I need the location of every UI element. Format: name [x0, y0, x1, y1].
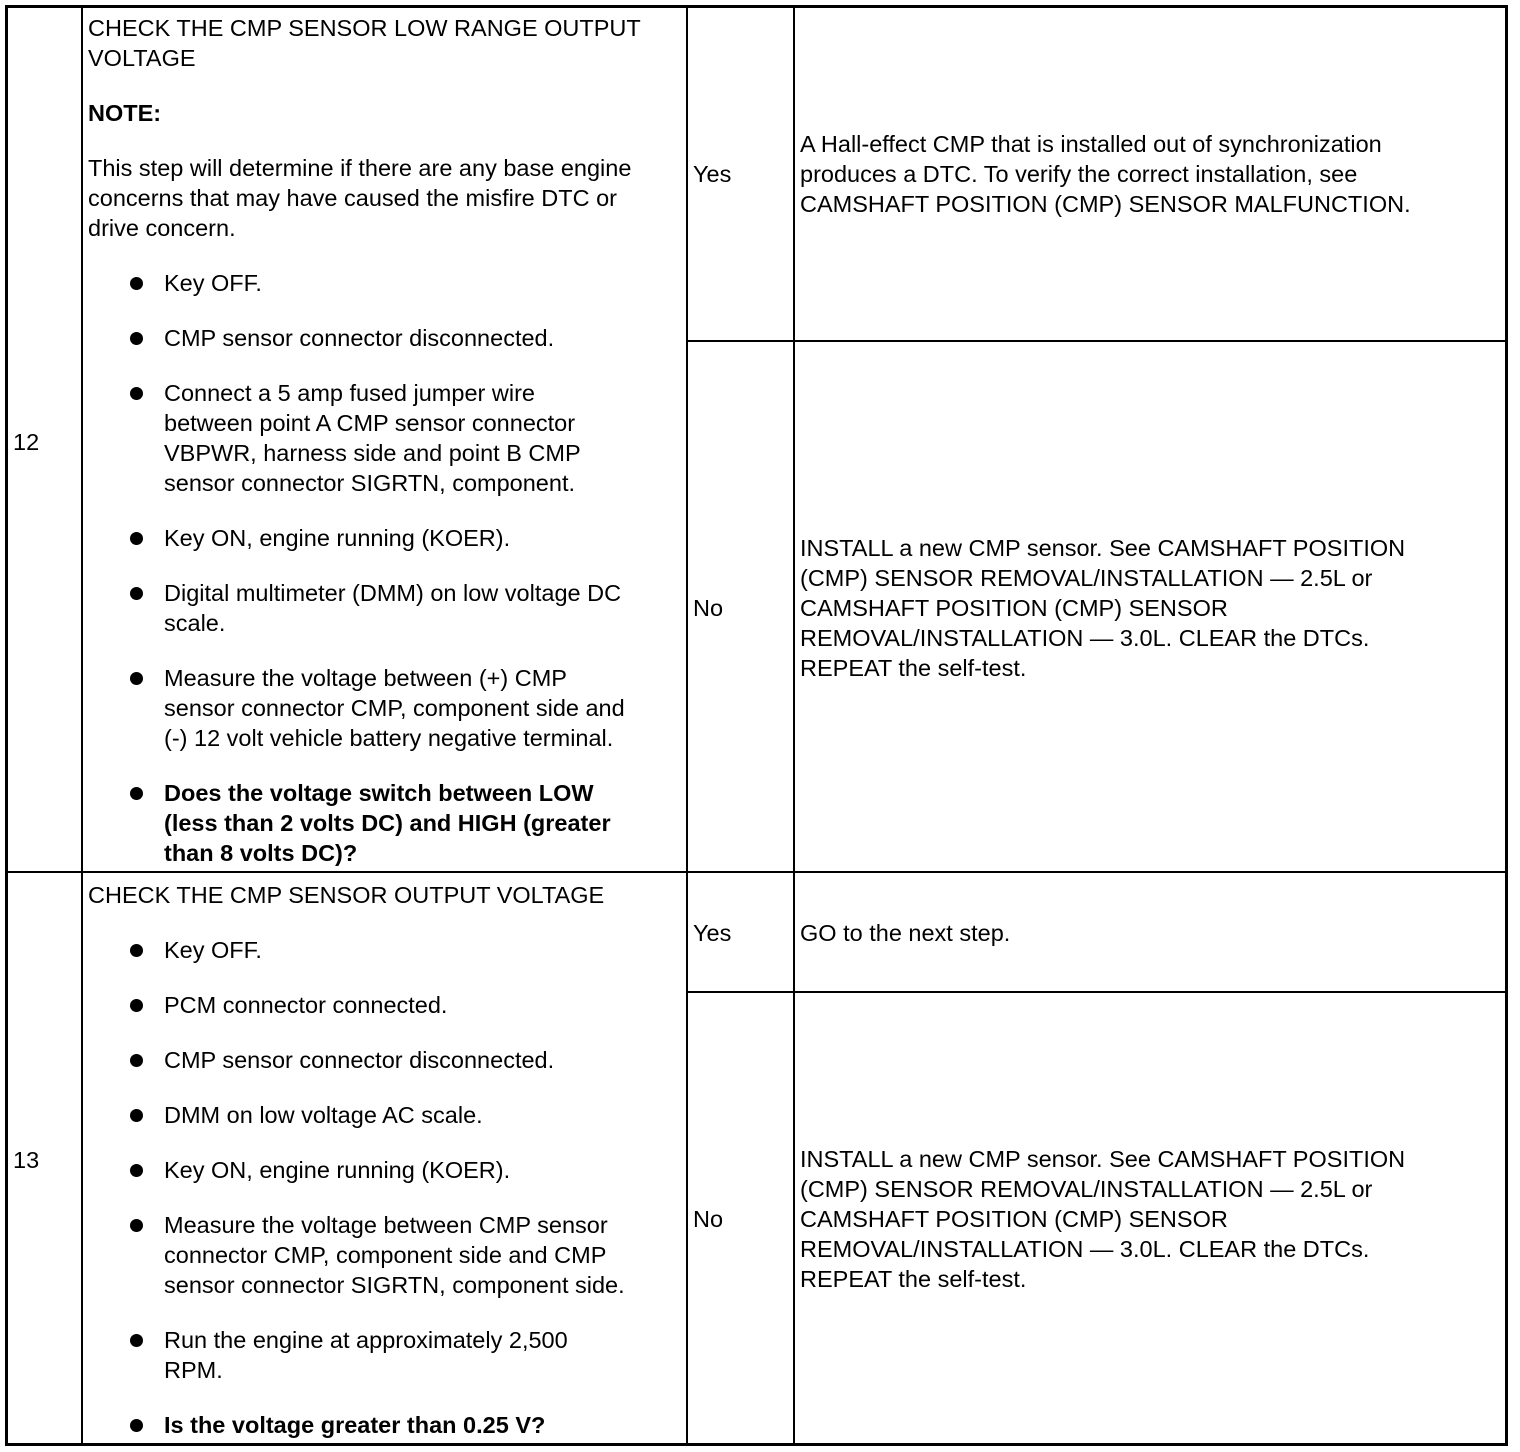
column-divider — [686, 7, 688, 1444]
action-line: REMOVAL/INSTALLATION — 3.0L. CLEAR the DTCs. — [800, 625, 1370, 651]
bullet-line: connector CMP, component side and CMP — [164, 1242, 607, 1268]
bullet-line: sensor connector CMP, component side and — [164, 695, 625, 721]
action-line: REMOVAL/INSTALLATION — 3.0L. CLEAR the DTCs. — [800, 1236, 1370, 1262]
action-line: (CMP) SENSOR REMOVAL/INSTALLATION — 2.5L or — [800, 565, 1373, 591]
bullet-line: DMM on low voltage AC scale. — [164, 1102, 483, 1128]
bullet-icon — [130, 1054, 143, 1067]
bullet-line: Key ON, engine running (KOER). — [164, 525, 511, 551]
bullet-line: Key OFF. — [164, 270, 262, 296]
bullet-icon — [130, 944, 143, 957]
column-divider — [81, 7, 83, 1444]
action-line: CAMSHAFT POSITION (CMP) SENSOR MALFUNCTION. — [800, 191, 1411, 217]
bullet-line: sensor connector SIGRTN, component side. — [164, 1272, 625, 1298]
bullet-line: Does the voltage switch between LOW — [164, 780, 594, 806]
bullet-line: Key ON, engine running (KOER). — [164, 1157, 511, 1183]
action-line: (CMP) SENSOR REMOVAL/INSTALLATION — 2.5L or — [800, 1176, 1373, 1202]
bullet-line: CMP sensor connector disconnected. — [164, 325, 555, 351]
bullet-icon — [130, 1419, 143, 1432]
bullet-icon — [130, 1164, 143, 1177]
step-title-line: CHECK THE CMP SENSOR OUTPUT VOLTAGE — [88, 882, 605, 908]
bullet-line: (-) 12 volt vehicle battery negative terminal. — [164, 725, 614, 751]
result-answer-no: No — [693, 595, 724, 621]
bullet-line: Digital multimeter (DMM) on low voltage DC — [164, 580, 622, 606]
row-divider — [688, 991, 1505, 993]
action-line: produces a DTC. To verify the correct installation, see — [800, 161, 1358, 187]
note-line: drive concern. — [88, 215, 236, 241]
bullet-icon — [130, 999, 143, 1012]
bullet-line: Measure the voltage between (+) CMP — [164, 665, 567, 691]
bullet-line: VBPWR, harness side and point B CMP — [164, 440, 581, 466]
result-answer-yes: Yes — [693, 920, 732, 946]
result-action — [800, 129, 1411, 219]
bullet-line: (less than 2 volts DC) and HIGH (greater — [164, 810, 611, 836]
action-line: INSTALL a new CMP sensor. See CAMSHAFT POSITION — [800, 535, 1406, 561]
step-number: 13 — [13, 1147, 40, 1173]
result-action — [800, 918, 1010, 948]
action-line: CAMSHAFT POSITION (CMP) SENSOR — [800, 595, 1228, 621]
note-label: NOTE: — [88, 100, 162, 126]
bullet-line: CMP sensor connector disconnected. — [164, 1047, 555, 1073]
bullet-icon — [130, 1109, 143, 1122]
result-answer-no: No — [693, 1206, 724, 1232]
result-answer-yes: Yes — [693, 161, 732, 187]
bullet-line: between point A CMP sensor connector — [164, 410, 576, 436]
step-number: 12 — [13, 429, 40, 455]
action-line: A Hall-effect CMP that is installed out of synchronization — [800, 131, 1382, 157]
bullet-line: PCM connector connected. — [164, 992, 448, 1018]
note-line: concerns that may have caused the misfire DTC or — [88, 185, 617, 211]
bullet-icon — [130, 1219, 143, 1232]
row-divider — [688, 340, 1505, 342]
result-action — [800, 533, 1405, 683]
bullet-icon — [130, 1334, 143, 1347]
action-line: CAMSHAFT POSITION (CMP) SENSOR — [800, 1206, 1228, 1232]
action-line: INSTALL a new CMP sensor. See CAMSHAFT POSITION — [800, 1146, 1406, 1172]
action-line: REPEAT the self-test. — [800, 1266, 1027, 1292]
bullet-line: than 8 volts DC)? — [164, 840, 358, 866]
note-line: This step will determine if there are any base engine — [88, 155, 632, 181]
step-title-line: CHECK THE CMP SENSOR LOW RANGE OUTPUT — [88, 15, 641, 41]
step-title-line: VOLTAGE — [88, 45, 196, 71]
bullet-line: Measure the voltage between CMP sensor — [164, 1212, 608, 1238]
bullet-line: Key OFF. — [164, 937, 262, 963]
bullet-line: Run the engine at approximately 2,500 — [164, 1327, 568, 1353]
bullet-list — [130, 0, 680, 1444]
bullet-line: Connect a 5 amp fused jumper wire — [164, 380, 535, 406]
bullet-line: Is the voltage greater than 0.25 V? — [164, 1412, 546, 1438]
action-line: GO to the next step. — [800, 920, 1011, 946]
bullet-line: sensor connector SIGRTN, component. — [164, 470, 576, 496]
action-line: REPEAT the self-test. — [800, 655, 1027, 681]
bullet-line: scale. — [164, 610, 226, 636]
result-action — [800, 1144, 1405, 1294]
bullet-line: RPM. — [164, 1357, 223, 1383]
column-divider — [793, 7, 795, 1444]
